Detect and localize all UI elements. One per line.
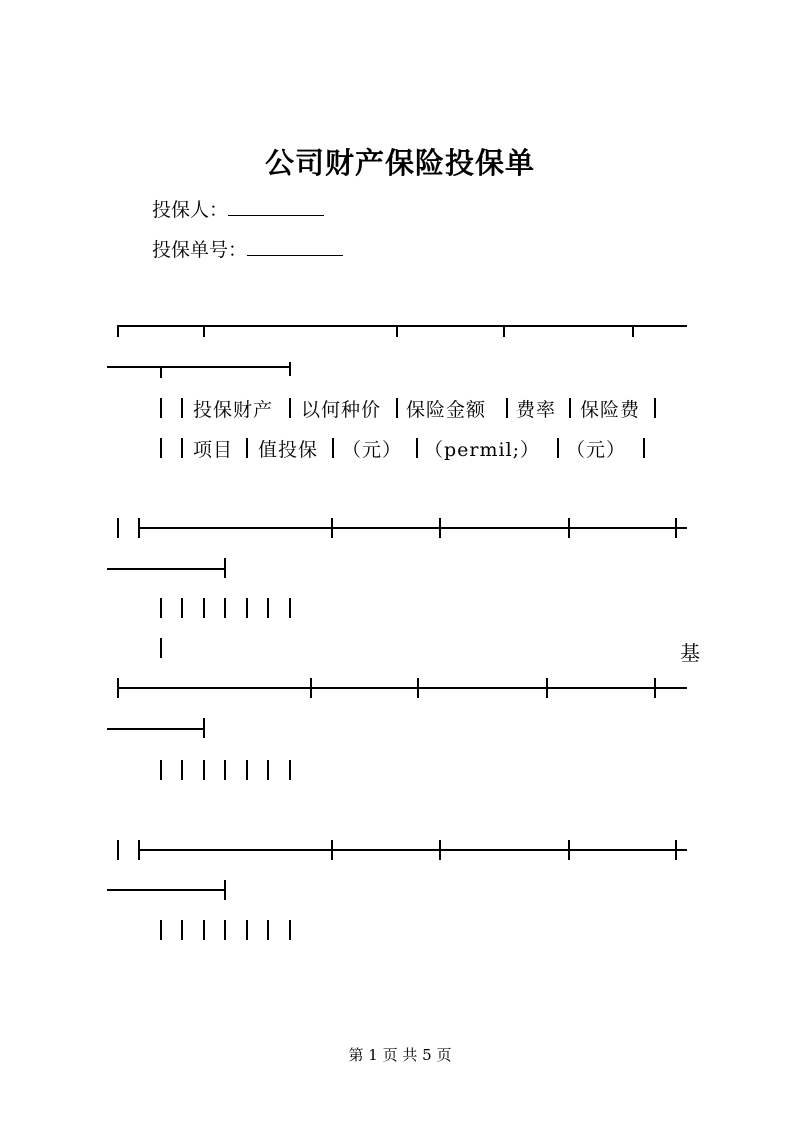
applicant-blank[interactable]: [228, 197, 324, 216]
stray-character: 基: [680, 641, 700, 665]
header-premium: 保险费: [580, 399, 641, 421]
header-unit-yuan-2: （元）: [566, 439, 627, 461]
header-unit-permil: （permil;）: [424, 439, 541, 461]
header-unit-yuan-1: （元）: [342, 439, 403, 461]
table-row-bar: [160, 638, 162, 658]
policy-no-blank[interactable]: [247, 237, 343, 256]
applicant-label: 投保人：: [152, 199, 229, 221]
header-sum-insured: 保险金额: [406, 399, 487, 421]
header-value-basis: 值投保: [258, 439, 319, 461]
policy-no-label: 投保单号：: [152, 239, 248, 261]
page-footer: 第 1 页 共 5 页: [348, 1046, 452, 1064]
applicant-field: [152, 195, 324, 222]
document-title: 公司财产保险投保单: [264, 146, 535, 180]
policy-no-field: [152, 235, 343, 262]
header-valuation: 以何种价: [301, 399, 382, 421]
header-item: 项目: [193, 439, 234, 461]
header-rate: 费率: [516, 399, 557, 421]
header-property-item: 投保财产: [193, 399, 274, 421]
